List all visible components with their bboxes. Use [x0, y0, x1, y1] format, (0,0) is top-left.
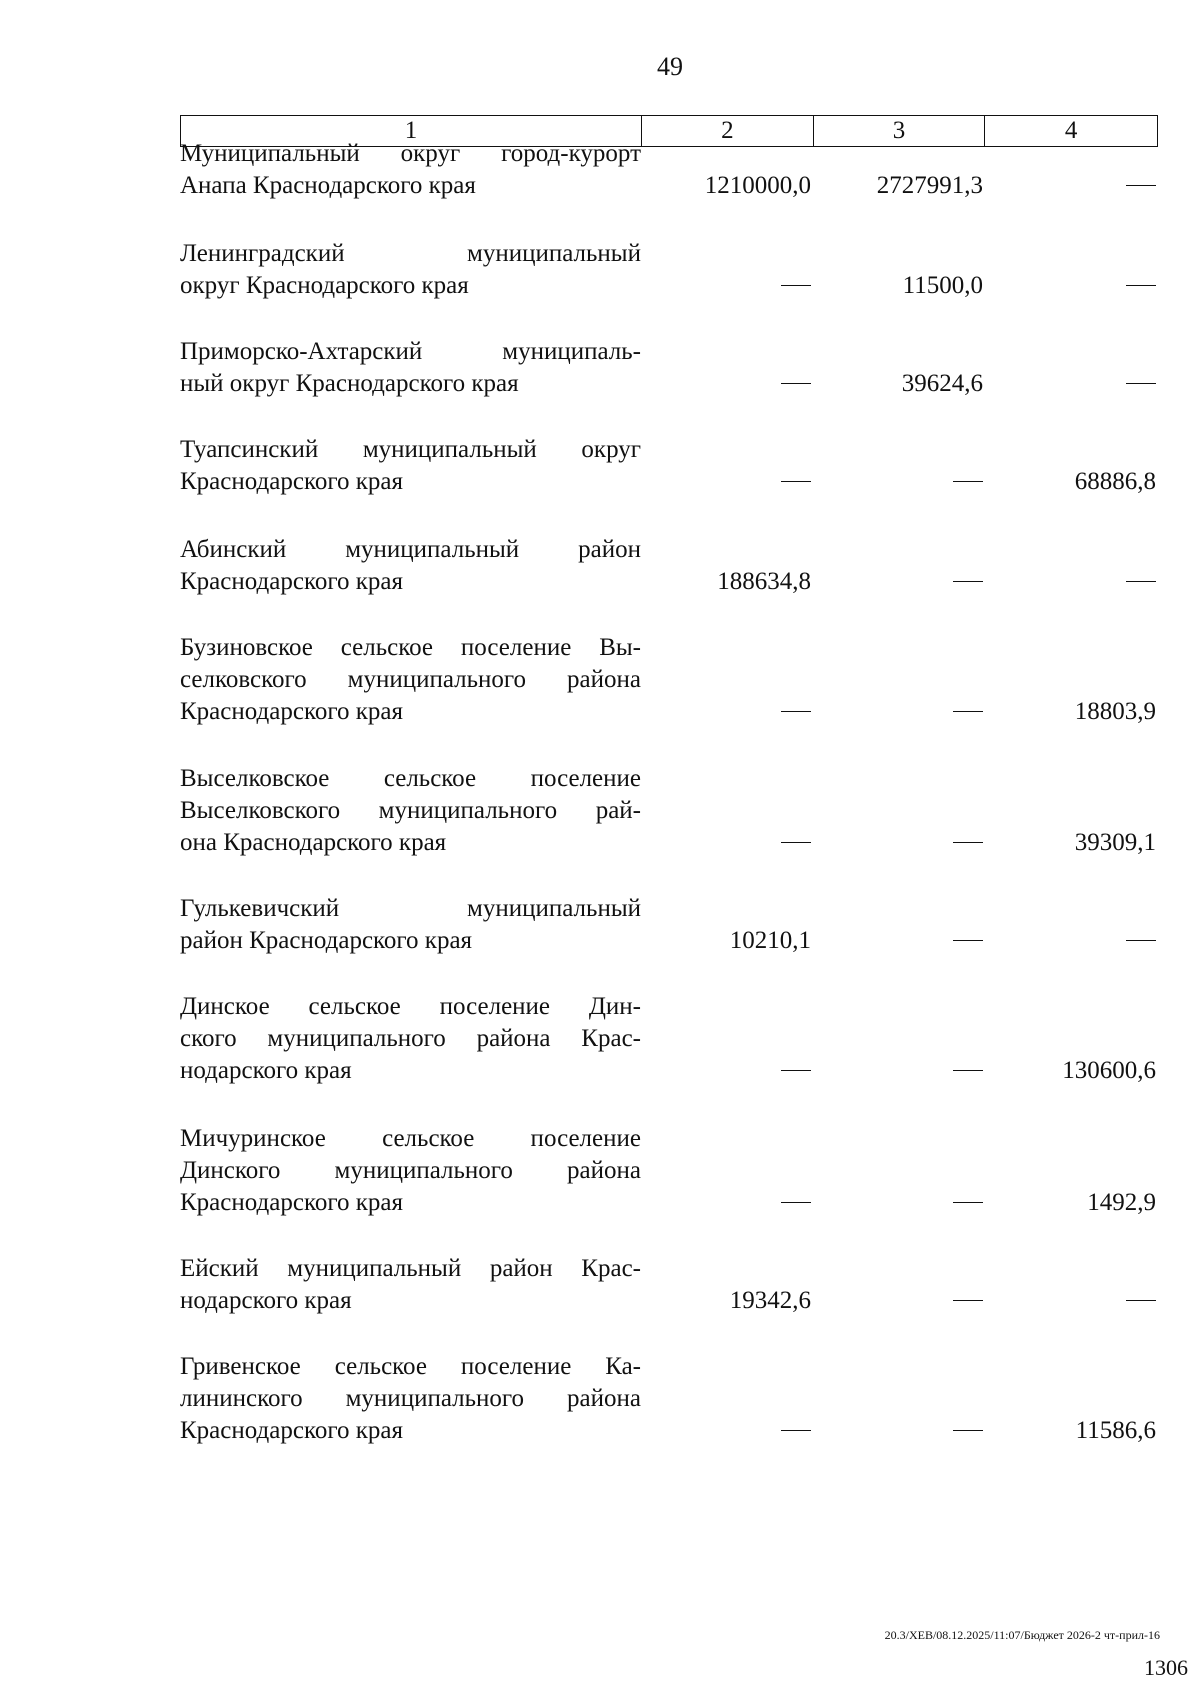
dash-mark — [1126, 383, 1156, 384]
dash-mark — [781, 383, 811, 384]
table-row — [180, 632, 1158, 728]
dash-mark — [1126, 581, 1156, 582]
dash-mark — [781, 1430, 811, 1431]
dash-mark — [953, 1202, 983, 1203]
value-col-4 — [985, 170, 1158, 202]
value-col-3: 2727991,3 — [876, 172, 983, 199]
value-col-3 — [813, 925, 985, 957]
table-row — [180, 1123, 1158, 1219]
document-code: 20.3/ХЕВ/08.12.2025/11:07/Бюджет 2026-2 чт-прил-16 — [884, 1628, 1160, 1642]
dash-mark — [953, 1070, 983, 1071]
territory-name-line: Муниципальный округ город-курорт — [180, 140, 641, 167]
value-col-4: 130600,6 — [1062, 1057, 1156, 1084]
value-col-2 — [641, 466, 813, 498]
territory-name-line: ского муниципального района Крас- — [180, 1025, 641, 1052]
header-col-2: 2 — [641, 116, 813, 146]
dash-mark — [953, 581, 983, 582]
table-row — [180, 336, 1158, 400]
territory-name-line: Краснодарского края — [180, 698, 403, 725]
value-col-3 — [813, 827, 985, 859]
header-col-1: 1 — [404, 117, 418, 144]
header-col-4: 4 — [984, 116, 1157, 146]
territory-name-line: ный округ Краснодарского края — [180, 370, 519, 397]
table-row — [180, 893, 1158, 957]
table-row — [180, 1351, 1158, 1447]
territory-name — [180, 1351, 641, 1447]
dash-mark — [953, 940, 983, 941]
dash-mark — [953, 1300, 983, 1301]
value-col-2 — [641, 1055, 813, 1087]
dash-mark — [781, 842, 811, 843]
territory-name-line: Бузиновское сельское поселение Вы- — [180, 634, 641, 661]
table-row — [180, 238, 1158, 302]
value-col-3 — [813, 1055, 985, 1087]
table-row — [180, 1253, 1158, 1317]
value-col-4: 11586,6 — [1075, 1417, 1156, 1444]
territory-name-line: Туапсинский муниципальный округ — [180, 436, 641, 463]
value-col-3 — [813, 696, 985, 728]
value-col-3: 39624,6 — [901, 370, 983, 397]
value-col-2: 188634,8 — [717, 568, 811, 595]
table-row — [180, 434, 1158, 498]
dash-mark — [781, 481, 811, 482]
value-col-4: 18803,9 — [1074, 698, 1156, 725]
dash-mark — [953, 842, 983, 843]
value-col-4 — [985, 1285, 1158, 1317]
territory-name — [180, 534, 641, 598]
footer-page-number: 1306 — [1144, 1655, 1188, 1680]
territory-name — [180, 138, 641, 202]
territory-name-line: Гривенское сельское поселение Ка- — [180, 1353, 641, 1380]
value-col-4: 68886,8 — [1074, 468, 1156, 495]
dash-mark — [1126, 1300, 1156, 1301]
territory-name-line: Абинский муниципальный район — [180, 536, 641, 563]
value-col-4: 1492,9 — [1087, 1189, 1156, 1216]
territory-name-line: Анапа Краснодарского края — [180, 172, 476, 199]
territory-name — [180, 1253, 641, 1317]
value-col-2: 1210000,0 — [704, 172, 811, 199]
territory-name — [180, 1123, 641, 1219]
territory-name-line: Ленинградский муниципальный — [180, 240, 641, 267]
value-col-4 — [985, 566, 1158, 598]
territory-name — [180, 991, 641, 1087]
territory-name-line: Мичуринское сельское поселение — [180, 1125, 641, 1152]
territory-name — [180, 434, 641, 498]
territory-name-line: округ Краснодарского края — [180, 272, 469, 299]
territory-name-line: Краснодарского края — [180, 1189, 403, 1216]
territory-name-line: она Краснодарского края — [180, 829, 447, 856]
territory-name-line: нодарского края — [180, 1057, 352, 1084]
territory-name-line: Краснодарского края — [180, 568, 403, 595]
territory-name-line: район Краснодарского края — [180, 927, 473, 954]
territory-name-line: Динского муниципального района — [180, 1157, 641, 1184]
territory-name-line: Выселковского муниципального рай- — [180, 797, 641, 824]
table-row — [180, 763, 1158, 859]
territory-name — [180, 763, 641, 859]
value-col-2 — [641, 696, 813, 728]
dash-mark — [781, 1202, 811, 1203]
value-col-4 — [985, 925, 1158, 957]
value-col-2 — [641, 368, 813, 400]
value-col-3: 11500,0 — [902, 272, 983, 299]
dash-mark — [781, 1070, 811, 1071]
value-col-2: 19342,6 — [729, 1287, 811, 1314]
value-col-2: 10210,1 — [729, 927, 811, 954]
territory-name-line: Краснодарского края — [180, 468, 403, 495]
header-col-3: 3 — [813, 116, 985, 146]
page-number: 49 — [657, 52, 683, 81]
table-row — [180, 991, 1158, 1087]
territory-name-line: Гулькевичский муниципальный — [180, 895, 641, 922]
territory-name — [180, 336, 641, 400]
dash-mark — [953, 481, 983, 482]
value-col-3 — [813, 1187, 985, 1219]
value-col-2 — [641, 1187, 813, 1219]
value-col-3 — [813, 1415, 985, 1447]
territory-name-line: Выселковское сельское поселение — [180, 765, 641, 792]
territory-name-line: Динское сельское поселение Дин- — [180, 993, 641, 1020]
territory-name-line: нодарского края — [180, 1287, 352, 1314]
value-col-2 — [641, 1415, 813, 1447]
territory-name-line: лининского муниципального района — [180, 1385, 641, 1412]
dash-mark — [781, 285, 811, 286]
territory-name — [180, 893, 641, 957]
dash-mark — [953, 711, 983, 712]
table-row — [180, 534, 1158, 598]
table-row — [180, 138, 1158, 202]
dash-mark — [1126, 940, 1156, 941]
territory-name-line: Приморско-Ахтарский муниципаль- — [180, 338, 641, 365]
value-col-3 — [813, 1285, 985, 1317]
value-col-3 — [813, 566, 985, 598]
territory-name-line: селковского муниципального района — [180, 666, 641, 693]
budget-table — [180, 115, 1158, 1444]
territory-name — [180, 632, 641, 728]
territory-name-line: Краснодарского края — [180, 1417, 403, 1444]
value-col-3 — [813, 466, 985, 498]
dash-mark — [953, 1430, 983, 1431]
dash-mark — [1126, 285, 1156, 286]
value-col-4 — [985, 270, 1158, 302]
territory-name-line: Ейский муниципальный район Крас- — [180, 1255, 641, 1282]
value-col-4 — [985, 368, 1158, 400]
dash-mark — [1126, 185, 1156, 186]
territory-name — [180, 238, 641, 302]
dash-mark — [781, 711, 811, 712]
value-col-2 — [641, 270, 813, 302]
value-col-4: 39309,1 — [1074, 829, 1156, 856]
value-col-2 — [641, 827, 813, 859]
